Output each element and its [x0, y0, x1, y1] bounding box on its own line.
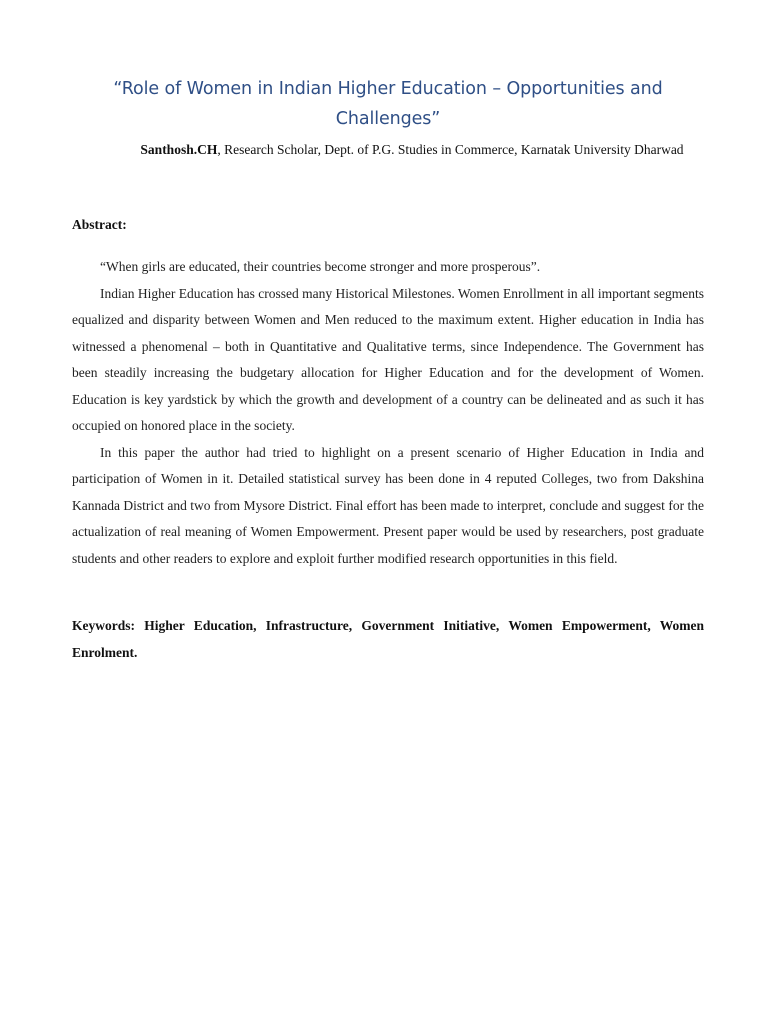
abstract-paragraph-1: Indian Higher Education has crossed many Historical Milestones. Women Enrollment in all important segments equalized and disparity between Women and Men reduced to the maximum extent. Higher education in India has witnessed a phenomenal – both in Quantitative and Qualitative terms, since Independence. The Government has been steadily increasing the budgetary allocation for Higher Education and for the development of Women. Education is key yardstick by which the growth and development of a country can be delineated and as such it has occupied on honored place in the society. [72, 285, 704, 433]
abstract-quote: “When girls are educated, their countries become stronger and more prosperous”. [100, 259, 541, 274]
author-name: Santhosh.CH [140, 142, 218, 157]
author-line [126, 141, 698, 158]
keywords: Keywords: Higher Education, Infrastructure, Government Initiative, Women Empowerment, Women Enrolment. [72, 618, 704, 660]
abstract-heading: Abstract: [72, 217, 127, 232]
abstract-body [72, 254, 704, 572]
author-affiliation: , Research Scholar, Dept. of P.G. Studies in Commerce, Karnatak University Dharwad [217, 142, 684, 157]
document-title: “Role of Women in Indian Higher Education – Opportunities and Challenges” [113, 79, 663, 129]
abstract-paragraph-2: In this paper the author had tried to highlight on a present scenario of Higher Education in India and participation of Women in it. Detailed statistical survey has been done in 4 reputed Colleges, two from Dakshina Kannada District and two from Mysore District. Final effort has been made to interpret, conclude and suggest for the actualization of real meaning of Women Empowerment. Present paper would be used by researchers, post graduate students and other readers to explore and exploit further modified research opportunities in this field. [72, 444, 704, 566]
